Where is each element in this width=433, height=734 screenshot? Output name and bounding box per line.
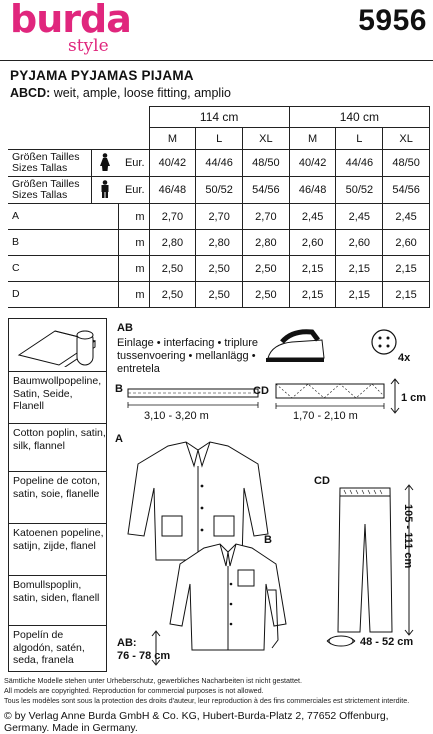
cell: 2,70 <box>196 204 243 230</box>
cell: 2,50 <box>196 282 243 308</box>
brand-name: burda <box>10 0 131 41</box>
row-unit: m <box>118 256 149 282</box>
fit-prefix: ABCD: <box>10 86 51 100</box>
cell: 2,15 <box>289 282 336 308</box>
cell: 2,80 <box>243 230 290 256</box>
cell: 50/52 <box>196 177 243 204</box>
cell: 2,50 <box>149 256 196 282</box>
table-row <box>8 204 430 230</box>
cell: 2,15 <box>383 256 430 282</box>
size-header: M <box>289 128 336 150</box>
footer-de: Sämtliche Modelle stehen unter Urheberschutz, gewerbliches Nacharbeiten ist nicht gestattet. <box>4 676 303 685</box>
cell: 2,60 <box>383 230 430 256</box>
row-label: C <box>8 256 118 282</box>
cell: 2,80 <box>196 230 243 256</box>
fit-description <box>10 86 231 100</box>
cell: 44/46 <box>336 150 383 177</box>
width-140: 140 cm <box>289 107 429 128</box>
view-b-label: B <box>264 534 272 546</box>
fit-text: weit, ample, loose fitting, amplio <box>50 86 231 100</box>
fabric-es: Popelín de algodón, satén, seda, franela <box>13 629 85 666</box>
cell: 48/50 <box>383 150 430 177</box>
fabric-panel <box>8 318 107 672</box>
row-label: B <box>8 230 118 256</box>
size-header: L <box>196 128 243 150</box>
button-icon <box>370 328 398 356</box>
table-row <box>8 256 430 282</box>
elastic-width-arrow <box>389 378 401 414</box>
shirt-b-drawing <box>164 540 294 658</box>
row-unit: Eur. <box>118 177 149 204</box>
cell: 2,45 <box>336 204 383 230</box>
pattern-number: 5956 <box>358 4 427 37</box>
cell: 2,15 <box>383 282 430 308</box>
ab-length-label: AB: <box>117 637 137 649</box>
burda-style-logo <box>6 2 146 60</box>
table-row <box>8 282 430 308</box>
view-a-label: A <box>115 433 123 445</box>
size-yardage-table <box>8 106 430 308</box>
pants-cd-drawing <box>330 484 400 636</box>
notion-cd-label: CD <box>253 385 269 397</box>
female-figure-icon <box>92 150 118 177</box>
ab-length: 76 - 78 cm <box>117 650 171 662</box>
fabric-sv: Bomullspoplin, satin, siden, flanell <box>13 579 100 604</box>
pattern-title: PYJAMA PYJAMAS PIJAMA <box>10 68 194 83</box>
pant-length: 105 - 111 cm <box>402 504 414 569</box>
cell: 46/48 <box>289 177 336 204</box>
cell: 2,70 <box>243 204 290 230</box>
cd-length: 1,70 - 2,10 m <box>293 410 358 422</box>
cell: 46/48 <box>149 177 196 204</box>
cell: 54/56 <box>243 177 290 204</box>
waist-measure: 48 - 52 cm <box>360 636 414 648</box>
fabric-de: Baumwollpopeline, Satin, Seide, Flanell <box>13 375 102 412</box>
footer-fr: Tous les modèles sont sous la protection des droits d'auteur, leur reproduction à des fins commerciales est strictement interdite. <box>4 696 410 705</box>
size-header: L <box>336 128 383 150</box>
cell: 2,45 <box>383 204 430 230</box>
notion-ab-label: AB <box>117 322 133 334</box>
interfacing-text: Einlage • interfacing • triplure tussenvoering • mellanlägg • entretela <box>117 337 258 375</box>
cell: 2,80 <box>149 230 196 256</box>
cell: 2,15 <box>336 282 383 308</box>
width-114: 114 cm <box>149 107 289 128</box>
row-unit: m <box>118 230 149 256</box>
cell: 2,45 <box>289 204 336 230</box>
button-count: 4x <box>398 352 411 364</box>
table-row <box>8 150 430 177</box>
cell: 40/42 <box>289 150 336 177</box>
table-row <box>8 177 430 204</box>
cell: 40/42 <box>149 150 196 177</box>
row-unit: m <box>118 204 149 230</box>
bias-tape-b-icon <box>122 385 262 411</box>
cell: 2,70 <box>149 204 196 230</box>
fabric-fr: Popeline de coton, satin, soie, flanelle <box>13 475 100 500</box>
size-header: M <box>149 128 196 150</box>
cell: 2,15 <box>336 256 383 282</box>
header-divider <box>0 60 433 61</box>
size-header: XL <box>383 128 430 150</box>
cell: 2,50 <box>196 256 243 282</box>
cell: 48/50 <box>243 150 290 177</box>
cell: 54/56 <box>383 177 430 204</box>
copyright: © by Verlag Anne Burda GmbH & Co. KG, Hubert-Burda-Platz 2, 77652 Offenburg, Germany. Made in Germany. <box>4 710 389 734</box>
pant-length-arrow <box>404 484 414 636</box>
brand-sub: style <box>68 36 109 56</box>
notion-b-label: B <box>115 383 123 395</box>
row-label: Größen Tailles Sizes Tallas <box>8 177 92 204</box>
fabric-bolt-icon <box>15 325 99 367</box>
table-row <box>8 230 430 256</box>
fabric-en: Cotton poplin, satin, silk, flannel <box>13 427 106 452</box>
elastic-width: 1 cm <box>401 392 427 404</box>
row-label: A <box>8 204 118 230</box>
male-figure-icon <box>92 177 118 204</box>
fabric-nl: Katoenen popeline, satijn, zijde, flanel <box>13 527 104 552</box>
row-label: Größen Tailles Sizes Tallas <box>8 150 92 177</box>
cell: 50/52 <box>336 177 383 204</box>
cell: 2,15 <box>289 256 336 282</box>
elastic-cd-icon <box>272 382 388 412</box>
row-unit: Eur. <box>118 150 149 177</box>
b-length: 3,10 - 3,20 m <box>144 410 209 422</box>
waist-icon <box>326 634 356 648</box>
row-unit: m <box>118 282 149 308</box>
cell: 2,60 <box>336 230 383 256</box>
cell: 2,50 <box>243 256 290 282</box>
cell: 44/46 <box>196 150 243 177</box>
cell: 2,60 <box>289 230 336 256</box>
cell: 2,50 <box>243 282 290 308</box>
iron-icon <box>262 328 328 366</box>
cell: 2,50 <box>149 282 196 308</box>
view-cd-label: CD <box>314 475 330 487</box>
size-header: XL <box>243 128 290 150</box>
footer-en: All models are copyrighted. Reproduction for commercial purposes is not allowed. <box>4 686 264 695</box>
row-label: D <box>8 282 118 308</box>
